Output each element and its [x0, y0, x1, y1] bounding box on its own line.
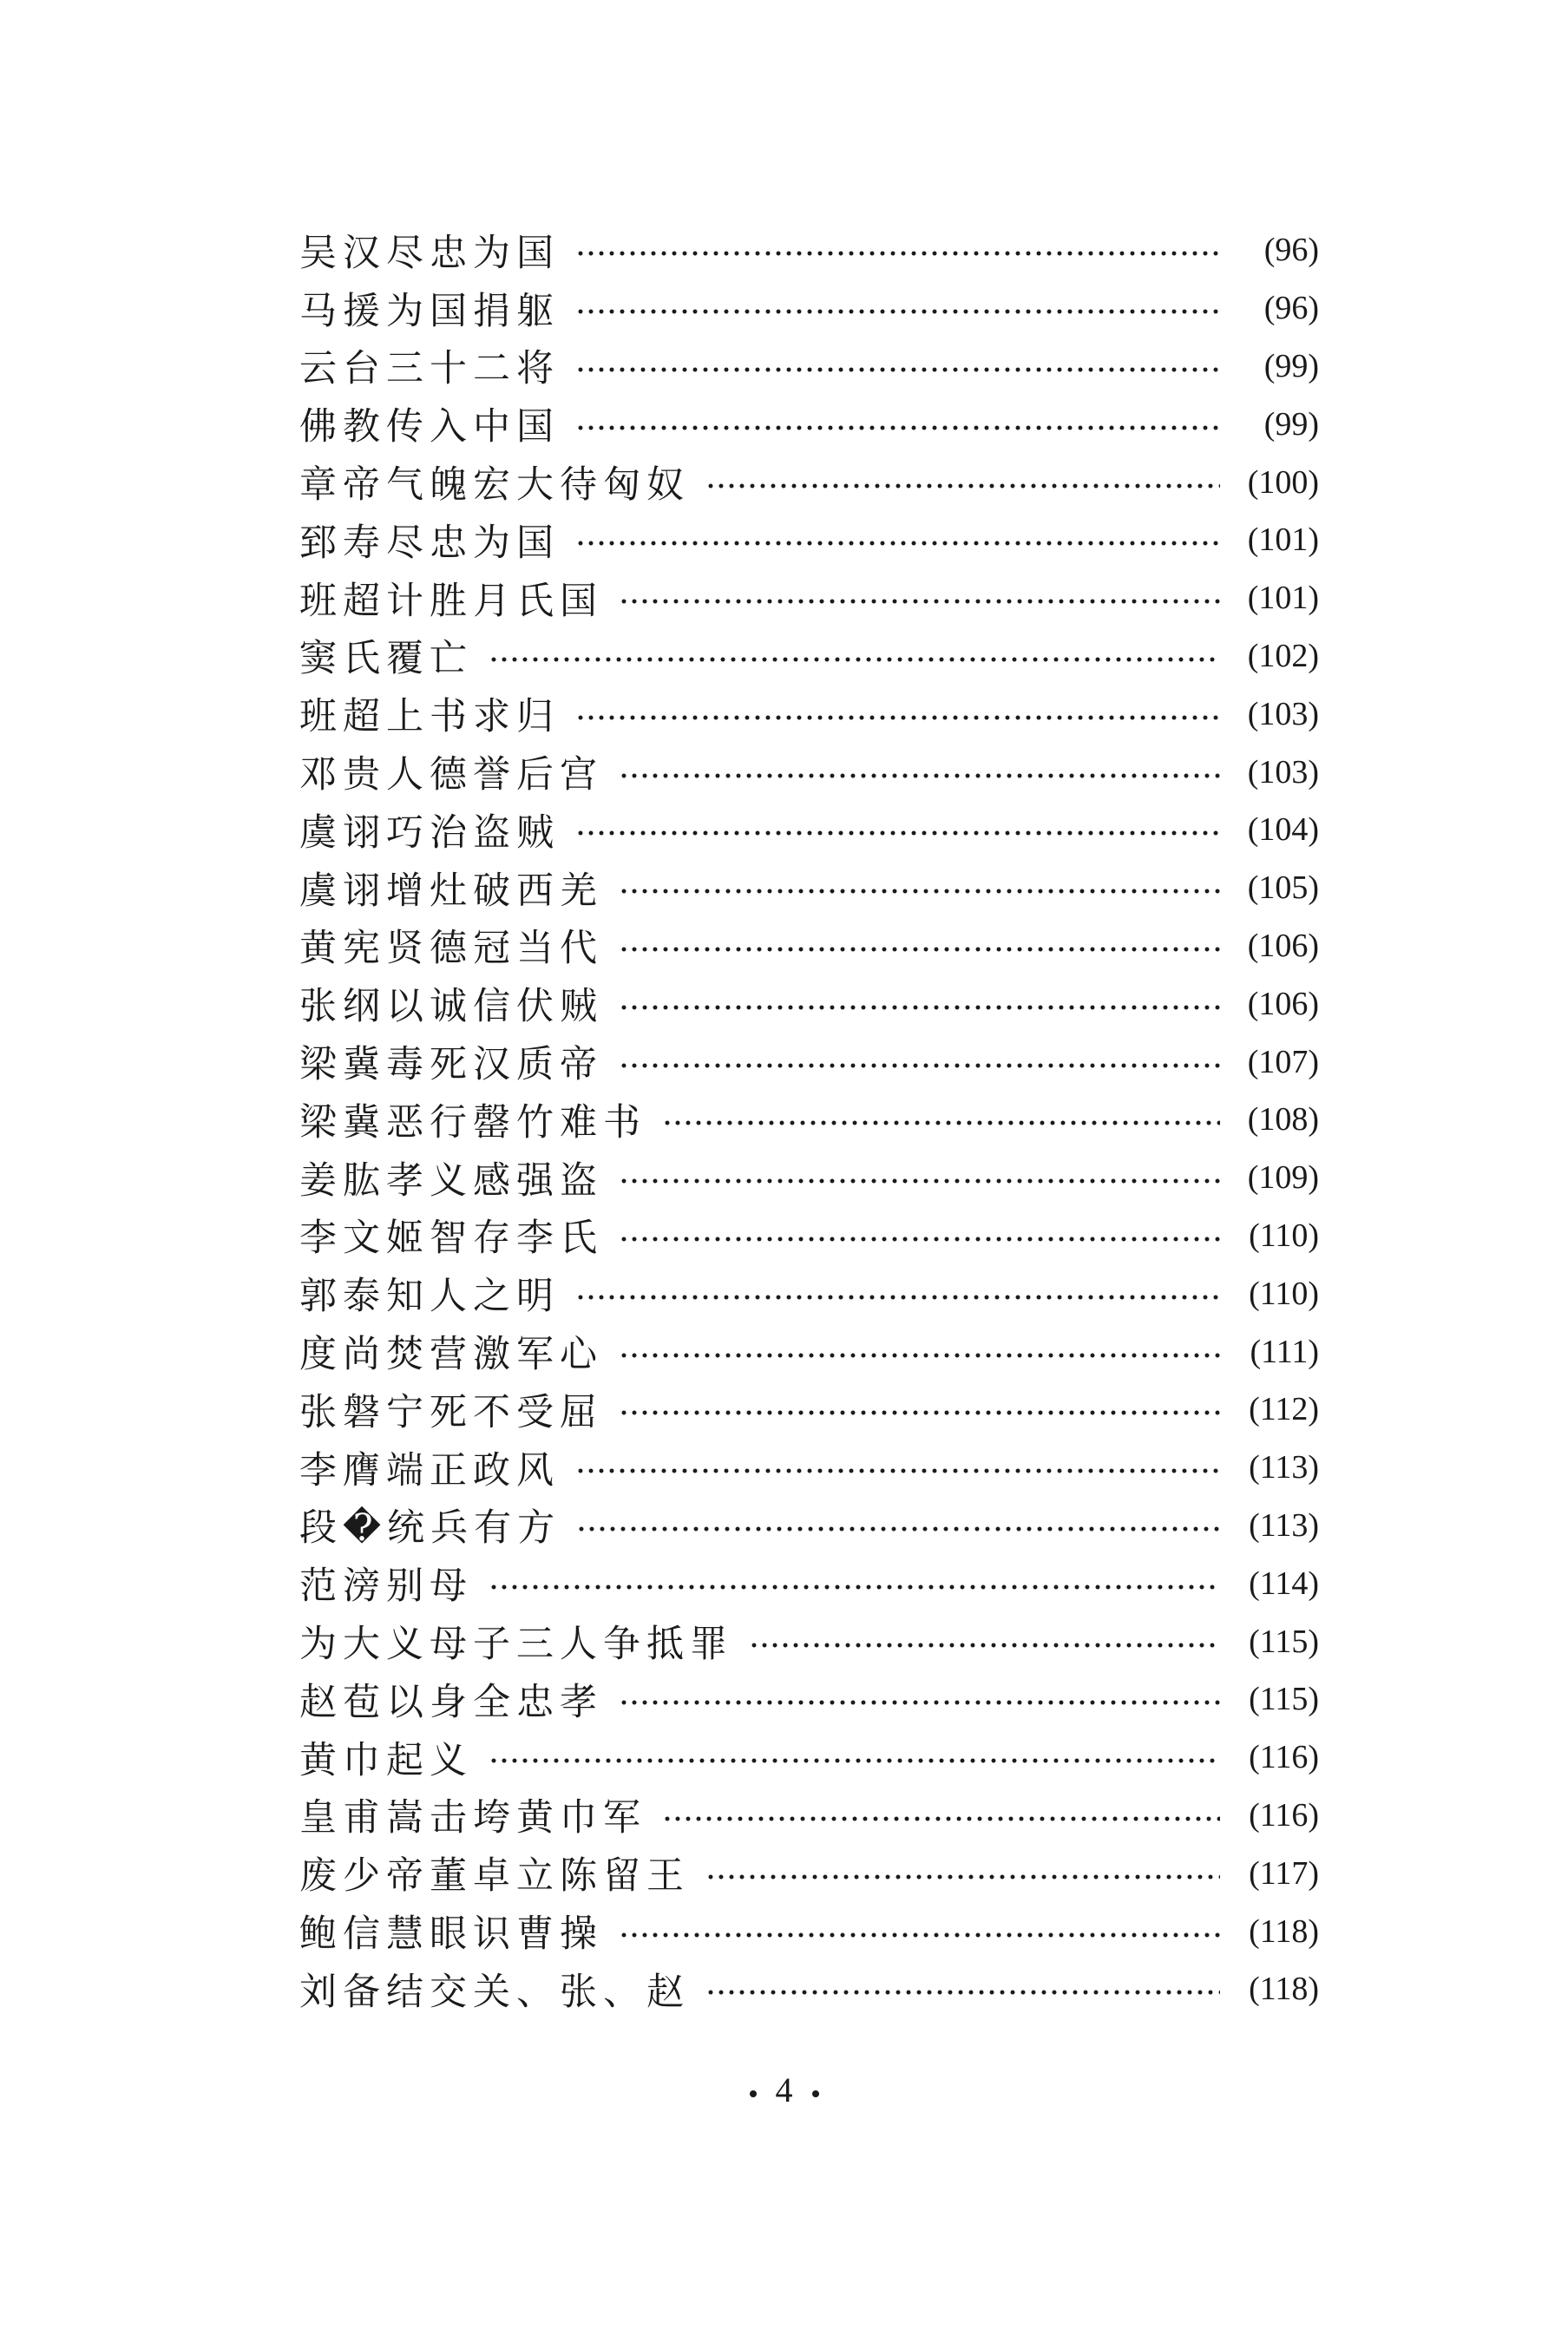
page-number: 4 — [775, 2070, 793, 2109]
dot-leader — [489, 1583, 1220, 1591]
dot-leader — [575, 249, 1220, 258]
toc-entry-title: 云台三十二将 — [299, 347, 560, 391]
toc-entry-title: 虞诩增灶破西羌 — [299, 869, 603, 913]
toc-entry-page: (106) — [1247, 985, 1319, 1022]
toc-entry[interactable] — [299, 1844, 1319, 1902]
toc-entry[interactable] — [299, 1670, 1319, 1729]
toc-entry-page: (109) — [1247, 1159, 1319, 1197]
toc-entry-page: (106) — [1247, 927, 1319, 964]
toc-entry-title: 郅寿尽忠为国 — [299, 521, 560, 565]
toc-entry[interactable] — [299, 859, 1319, 917]
toc-entry-page: (101) — [1247, 580, 1319, 617]
toc-entry[interactable] — [299, 1787, 1319, 1845]
toc-entry[interactable] — [299, 1902, 1319, 1960]
toc-entry-page: (113) — [1249, 1449, 1319, 1486]
toc-entry-title: 班超上书求归 — [299, 695, 560, 739]
toc-entry-title: 李文姬智存李氏 — [299, 1217, 603, 1261]
toc-entry-page: (116) — [1249, 1739, 1319, 1776]
toc-entry-title: 邓贵人德誉后宫 — [299, 753, 603, 797]
toc-entry[interactable] — [299, 1381, 1319, 1439]
dot-leader — [489, 655, 1220, 664]
dot-leader — [705, 482, 1220, 490]
toc-entry-title: 黄巾起义 — [299, 1738, 473, 1782]
toc-entry-page: (118) — [1249, 1971, 1319, 2008]
table-of-contents — [299, 221, 1319, 2018]
dot-leader — [619, 887, 1220, 896]
toc-entry-page: (96) — [1263, 290, 1319, 327]
toc-entry[interactable] — [299, 1439, 1319, 1497]
toc-entry[interactable] — [299, 1612, 1319, 1670]
toc-entry-page: (101) — [1247, 522, 1319, 559]
dot-leader — [575, 307, 1220, 316]
toc-entry[interactable] — [299, 1033, 1319, 1091]
toc-entry[interactable] — [299, 1322, 1319, 1381]
dot-leader — [576, 1525, 1220, 1533]
toc-entry-page: (108) — [1247, 1101, 1319, 1138]
toc-entry-title: 梁冀毒死汉质帝 — [299, 1043, 603, 1087]
toc-entry-page: (113) — [1249, 1506, 1319, 1544]
toc-entry[interactable] — [299, 453, 1319, 511]
toc-entry[interactable] — [299, 1729, 1319, 1787]
toc-entry[interactable] — [299, 279, 1319, 338]
toc-entry-page: (112) — [1249, 1391, 1319, 1428]
toc-entry-title: 张磐宁死不受屈 — [299, 1390, 603, 1434]
dot-leader — [575, 365, 1220, 374]
toc-entry[interactable] — [299, 974, 1319, 1033]
toc-entry[interactable] — [299, 338, 1319, 396]
dot-leader — [662, 1814, 1220, 1823]
toc-entry-page: (114) — [1249, 1565, 1319, 1602]
toc-entry[interactable] — [299, 1149, 1319, 1207]
toc-entry-title: 刘备结交关、张、赵 — [299, 1970, 690, 2014]
toc-entry-title: 赵苞以身全忠孝 — [299, 1680, 603, 1724]
toc-entry-title: 梁冀恶行罄竹难书 — [299, 1100, 646, 1145]
toc-entry-page: (99) — [1263, 405, 1319, 443]
toc-entry-title: 度尚焚营激军心 — [299, 1333, 603, 1377]
page-footer — [0, 2070, 1568, 2110]
toc-entry-title: 为大义母子三人争抵罪 — [299, 1623, 733, 1667]
toc-entry-title: 窦氏覆亡 — [299, 637, 473, 681]
toc-entry-page: (115) — [1249, 1623, 1319, 1660]
dot-leader — [619, 1931, 1220, 1939]
toc-entry-title: 虞诩巧治盗贼 — [299, 810, 560, 855]
toc-entry-page: (117) — [1249, 1854, 1319, 1892]
toc-entry[interactable] — [299, 1554, 1319, 1612]
toc-entry-title: 张纲以诚信伏贼 — [299, 985, 603, 1029]
dot-leader — [575, 1466, 1220, 1475]
dot-leader — [489, 1756, 1220, 1765]
toc-entry[interactable] — [299, 1264, 1319, 1322]
dot-leader — [619, 945, 1220, 954]
toc-entry-page: (115) — [1249, 1681, 1319, 1718]
toc-entry-title: 马援为国捐躯 — [299, 289, 560, 333]
dot-leader — [749, 1641, 1220, 1650]
toc-entry-title: 吴汉尽忠为国 — [299, 231, 560, 275]
toc-entry[interactable] — [299, 685, 1319, 743]
toc-entry[interactable] — [299, 917, 1319, 975]
toc-entry-page: (100) — [1247, 463, 1319, 501]
toc-entry-page: (96) — [1263, 232, 1319, 269]
dot-leader — [575, 713, 1220, 722]
dot-leader — [662, 1119, 1220, 1127]
toc-entry[interactable] — [299, 569, 1319, 627]
toc-entry-title: 废少帝董卓立陈留王 — [299, 1854, 690, 1899]
toc-entry-page: (99) — [1263, 347, 1319, 384]
toc-entry-title: 佛教传入中国 — [299, 405, 560, 449]
toc-entry-title: 鲍信慧眼识曹操 — [299, 1912, 603, 1956]
toc-entry-page: (111) — [1250, 1333, 1319, 1370]
dot-leader — [619, 1408, 1220, 1417]
dot-leader — [575, 829, 1220, 837]
toc-entry-page: (107) — [1247, 1043, 1319, 1080]
toc-entry-page: (102) — [1247, 637, 1319, 674]
footer-dot-right — [812, 2090, 819, 2097]
dot-leader — [575, 539, 1220, 548]
toc-entry-title: 段�统兵有方 — [299, 1506, 561, 1551]
toc-entry[interactable] — [299, 1960, 1319, 2018]
toc-entry-title: 郭泰知人之明 — [299, 1275, 560, 1319]
toc-entry-title: 皇甫嵩击垮黄巾军 — [299, 1796, 646, 1840]
toc-entry-title: 李膺端正政风 — [299, 1448, 560, 1493]
dot-leader — [619, 771, 1220, 780]
dot-leader — [619, 597, 1220, 606]
toc-entry[interactable] — [299, 801, 1319, 859]
toc-entry-title: 黄宪贤德冠当代 — [299, 927, 603, 971]
toc-entry[interactable] — [299, 511, 1319, 569]
toc-entry-page: (103) — [1247, 753, 1319, 791]
dot-leader — [575, 423, 1220, 432]
toc-entry[interactable] — [299, 1497, 1319, 1555]
dot-leader — [619, 1003, 1220, 1012]
toc-entry[interactable] — [299, 1091, 1319, 1149]
toc-entry-page: (104) — [1247, 811, 1319, 849]
dot-leader — [705, 1988, 1220, 1997]
dot-leader — [619, 1061, 1220, 1070]
dot-leader — [619, 1235, 1220, 1243]
dot-leader — [619, 1351, 1220, 1360]
dot-leader — [619, 1698, 1220, 1707]
dot-leader — [575, 1293, 1220, 1302]
footer-dot-left — [750, 2090, 757, 2097]
toc-entry-title: 章帝气魄宏大待匈奴 — [299, 463, 690, 508]
toc-entry-page: (110) — [1249, 1275, 1319, 1312]
toc-entry-title: 班超计胜月氏国 — [299, 579, 603, 623]
toc-entry-page: (116) — [1249, 1796, 1319, 1834]
toc-entry-title: 姜肱孝义感强盗 — [299, 1158, 603, 1203]
toc-entry[interactable] — [299, 221, 1319, 279]
toc-entry-page: (110) — [1249, 1217, 1319, 1254]
toc-entry[interactable] — [299, 627, 1319, 686]
toc-entry-page: (118) — [1249, 1912, 1319, 1950]
toc-entry-page: (105) — [1247, 869, 1319, 907]
dot-leader — [619, 1177, 1220, 1185]
toc-entry-title: 范滂别母 — [299, 1565, 473, 1609]
toc-entry-page: (103) — [1247, 695, 1319, 732]
dot-leader — [705, 1873, 1220, 1881]
toc-entry[interactable] — [299, 1207, 1319, 1265]
toc-entry[interactable] — [299, 395, 1319, 453]
toc-entry[interactable] — [299, 743, 1319, 801]
